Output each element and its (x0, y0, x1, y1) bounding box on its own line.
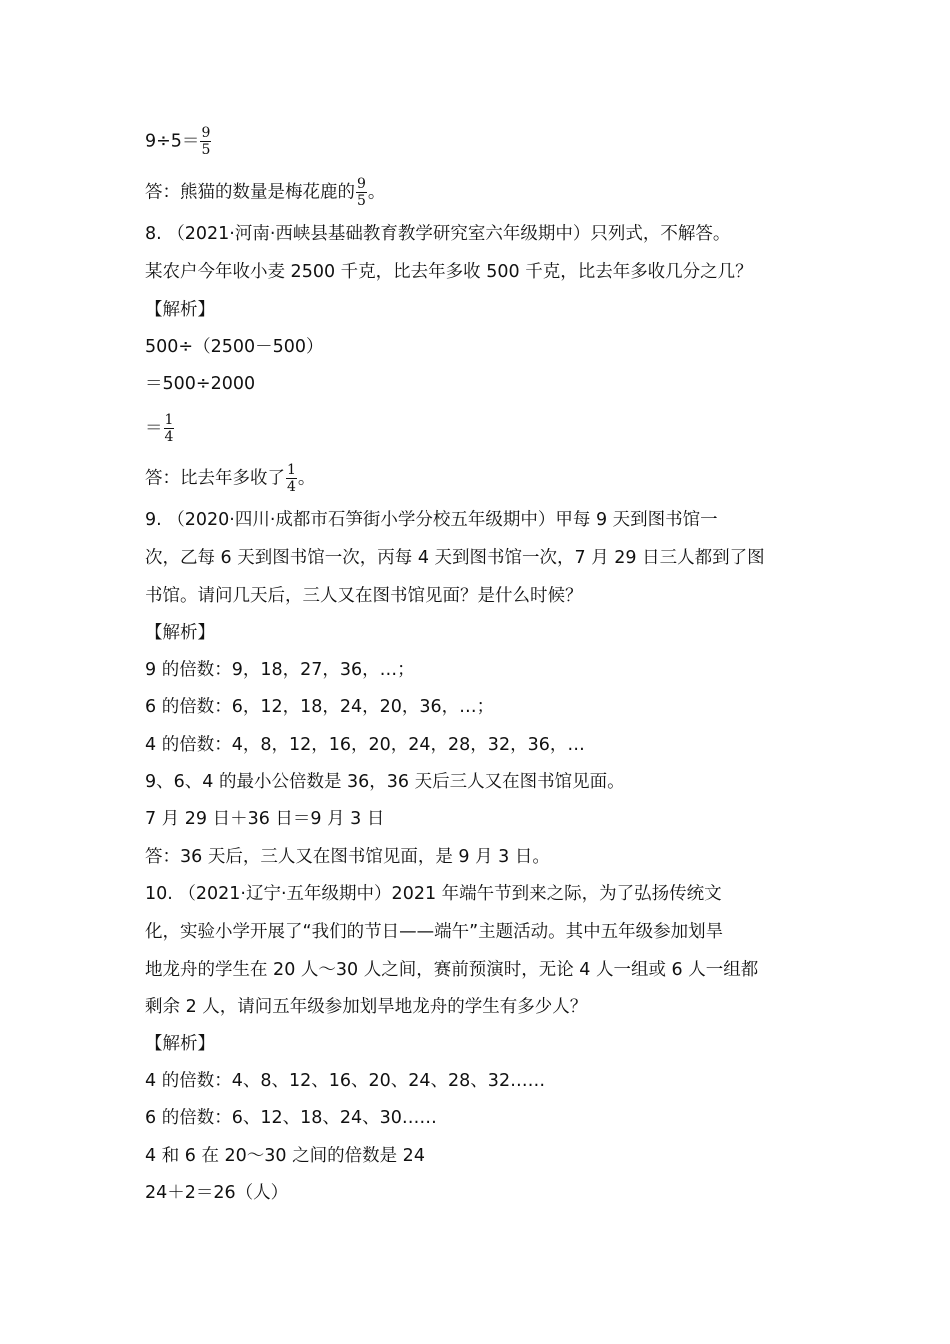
question-8-body: 某农户今年收小麦 2500 千克，比去年多收 500 千克，比去年多收几分之几？ (145, 262, 753, 282)
fraction-numerator: 1 (287, 462, 296, 478)
answer-line: 答：比去年多收了 $\frac{1}{4}$ 。 (145, 462, 316, 495)
answer-text: 答：比去年多收了 (145, 468, 285, 489)
fraction-numerator: 9 (357, 176, 366, 192)
solution-line: 6 的倍数：6、12、18、24、30…… (145, 1108, 437, 1128)
question-10-body: 地龙舟的学生在 20 人～30 人之间，赛前预演时，无论 4 人一组或 6 人一组都 (145, 960, 759, 980)
equation-line (145, 125, 810, 158)
fraction-numerator: 1 (164, 412, 174, 428)
solution-line: 4 的倍数：4，8，12，16，20，24，28，32，36，… (145, 735, 585, 755)
question-10-heading: 10. （2021·辽宁·五年级期中）2021 年端午节到来之际，为了弘扬传统文 (145, 884, 722, 904)
fraction (356, 176, 367, 209)
answer-line: 答：36 天后，三人又在图书馆见面，是 9 月 3 日。 (145, 847, 550, 867)
question-9-body: 书馆。请问几天后，三人又在图书馆见面？是什么时候？ (145, 586, 583, 606)
solution-line: 6 的倍数：6，12，18，24，20，36，…； (145, 697, 495, 717)
analysis-heading: 【解析】 (145, 1034, 215, 1054)
fraction (200, 125, 211, 158)
answer-line: 答：熊猫的数量是梅花鹿的 $\frac{9}{5}$ 。 (145, 176, 386, 209)
solution-line: ＝500÷2000 (145, 374, 256, 394)
fraction (286, 462, 297, 495)
solution-line: 9、6、4 的最小公倍数是 36，36 天后三人又在图书馆见面。 (145, 772, 625, 792)
question-9-body: 次，乙每 6 天到图书馆一次，丙每 4 天到图书馆一次，7 月 29 日三人都到了图 (145, 548, 765, 568)
fraction-numerator: 9 (201, 125, 211, 141)
answer-text: 答：熊猫的数量是梅花鹿的 (145, 182, 355, 203)
equation-text: 9÷5＝ (145, 131, 200, 152)
solution-line: 24＋2＝26（人） (145, 1183, 289, 1203)
question-10-body: 剩余 2 人，请问五年级参加划旱地龙舟的学生有多少人？ (145, 997, 588, 1017)
question-8-heading: 8. （2021·河南·西峡县基础教育教学研究室六年级期中）只列式，不解答。 (145, 224, 731, 244)
question-10-body: 化，实验小学开展了“我们的节日——端午”主题活动。其中五年级参加划旱 (145, 922, 724, 942)
solution-line: 7 月 29 日＋36 日＝9 月 3 日 (145, 809, 385, 829)
solution-line: 4 的倍数：4、8、12、16、20、24、28、32…… (145, 1071, 546, 1091)
solution-line: ＝ $\frac{1}{4}$ (145, 412, 174, 445)
solution-line: 500÷（2500－500） (145, 337, 324, 357)
fraction (164, 412, 175, 445)
fraction-denominator: 4 (164, 429, 174, 445)
solution-line: 4 和 6 在 20～30 之间的倍数是 24 (145, 1146, 425, 1166)
analysis-heading: 【解析】 (145, 300, 215, 320)
question-9-heading: 9. （2020·四川·成都市石笋街小学分校五年级期中）甲每 9 天到图书馆一 (145, 510, 718, 530)
fraction-denominator: 4 (287, 479, 296, 495)
fraction-denominator: 5 (201, 142, 211, 158)
solution-line: 9 的倍数：9，18，27，36，…； (145, 660, 415, 680)
analysis-heading: 【解析】 (145, 623, 215, 643)
fraction-denominator: 5 (357, 193, 366, 209)
